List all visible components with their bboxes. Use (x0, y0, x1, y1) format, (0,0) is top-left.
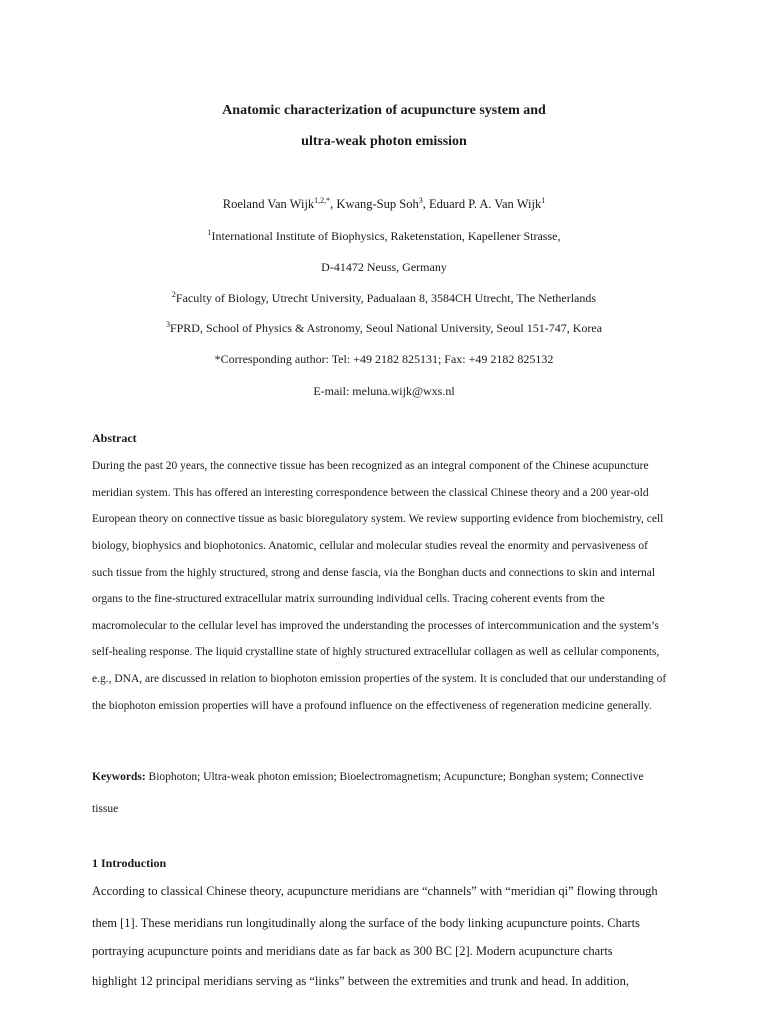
abstract-line: During the past 20 years, the connective tissue has been recognized as an integral component of the Chinese acupuncture (92, 460, 649, 472)
abstract-line: e.g., DNA, are discussed in relation to biophoton emission properties of the system. It is concluded that our understanding of (92, 673, 667, 685)
author-name: Roeland Van Wijk (222, 197, 315, 211)
introduction-heading: 1 Introduction (92, 856, 167, 870)
affiliation-2 (0, 291, 768, 306)
keywords-line-1 (92, 771, 644, 783)
title-line-1: Anatomic characterization of acupuncture system and (222, 103, 546, 118)
author-affiliation-marker: 1 (541, 195, 546, 205)
affiliation-marker: 1 (207, 228, 212, 237)
abstract-line: biology, biophysics and biophotonics. Anatomic, cellular and molecular studies reveal the enormity and pervasiveness of (92, 540, 648, 552)
author-affiliation-marker: 3 (418, 195, 423, 205)
abstract-line: meridian system. This has offered an interesting correspondence between the classical Chinese theory and a 200 year-old (92, 487, 649, 499)
affiliation-text: Faculty of Biology, Utrecht University, Padualaan 8, 3584CH Utrecht, The Netherlands (175, 291, 597, 305)
introduction-line: portraying acupuncture points and meridians date as far back as 300 BC [2]. Modern acupuncture charts (92, 944, 613, 958)
abstract-line: organs to the fine-structured extracellular matrix surrounding individual cells. Tracing coherent events from the (92, 593, 605, 605)
introduction-line: them [1]. These meridians run longitudinally along the surface of the body linking acupuncture points. Charts (92, 916, 640, 930)
title-line-2: ultra-weak photon emission (301, 134, 467, 149)
author-name: Kwang-Sup Soh (336, 197, 419, 211)
abstract-heading: Abstract (92, 431, 137, 445)
keywords-text: Biophoton; Ultra-weak photon emission; Bioelectromagnetism; Acupuncture; Bonghan system; Connective (145, 771, 644, 783)
abstract-line: such tissue from the highly structured, strong and dense fascia, via the Bonghan ducts and connections to skin and internal (92, 567, 656, 579)
affiliation-text: FPRD, School of Physics & Astronomy, Seoul National University, Seoul 151-747, Korea (169, 321, 603, 335)
abstract-line: European theory on connective tissue as basic bioregulatory system. We review supporting evidence from biochemistry, cell (92, 513, 664, 525)
author-list (0, 197, 768, 212)
author-name: Eduard P. A. Van Wijk (428, 197, 542, 211)
introduction-line: According to classical Chinese theory, acupuncture meridians are “channels” with “meridian qi” flowing through (92, 884, 658, 898)
keywords-line-2: tissue (92, 803, 119, 815)
affiliation-3 (0, 321, 768, 336)
corresponding-author: *Corresponding author: Tel: +49 2182 825131; Fax: +49 2182 825132 (214, 352, 554, 366)
abstract-line: self-healing response. The liquid crystalline state of highly structured extracellular collagen as well as cellular components, (92, 646, 660, 658)
affiliation-marker: 3 (165, 320, 170, 329)
affiliation-1 (0, 229, 768, 244)
email-address: E-mail: meluna.wijk@wxs.nl (313, 384, 455, 398)
abstract-line: macromolecular to the cellular level has improved the understanding the processes of intercommunication and the system’s (92, 620, 659, 632)
affiliation-marker: 2 (171, 290, 176, 299)
affiliation-text: International Institute of Biophysics, Raketenstation, Kapellener Strasse, (211, 229, 561, 243)
author-separator: , (330, 197, 337, 211)
keywords-label: Keywords: (92, 771, 146, 783)
affiliation-1-cont (0, 260, 768, 275)
abstract-line: the biophoton emission properties will have a profound influence on the effectiveness of regeneration medicine generally. (92, 700, 652, 712)
author-affiliation-marker: 1,2,* (314, 195, 331, 205)
affiliation-text: D-41472 Neuss, Germany (321, 260, 447, 274)
author-separator: , (422, 197, 429, 211)
introduction-line: highlight 12 principal meridians serving as “links” between the extremities and trunk and head. In addition, (92, 974, 630, 988)
